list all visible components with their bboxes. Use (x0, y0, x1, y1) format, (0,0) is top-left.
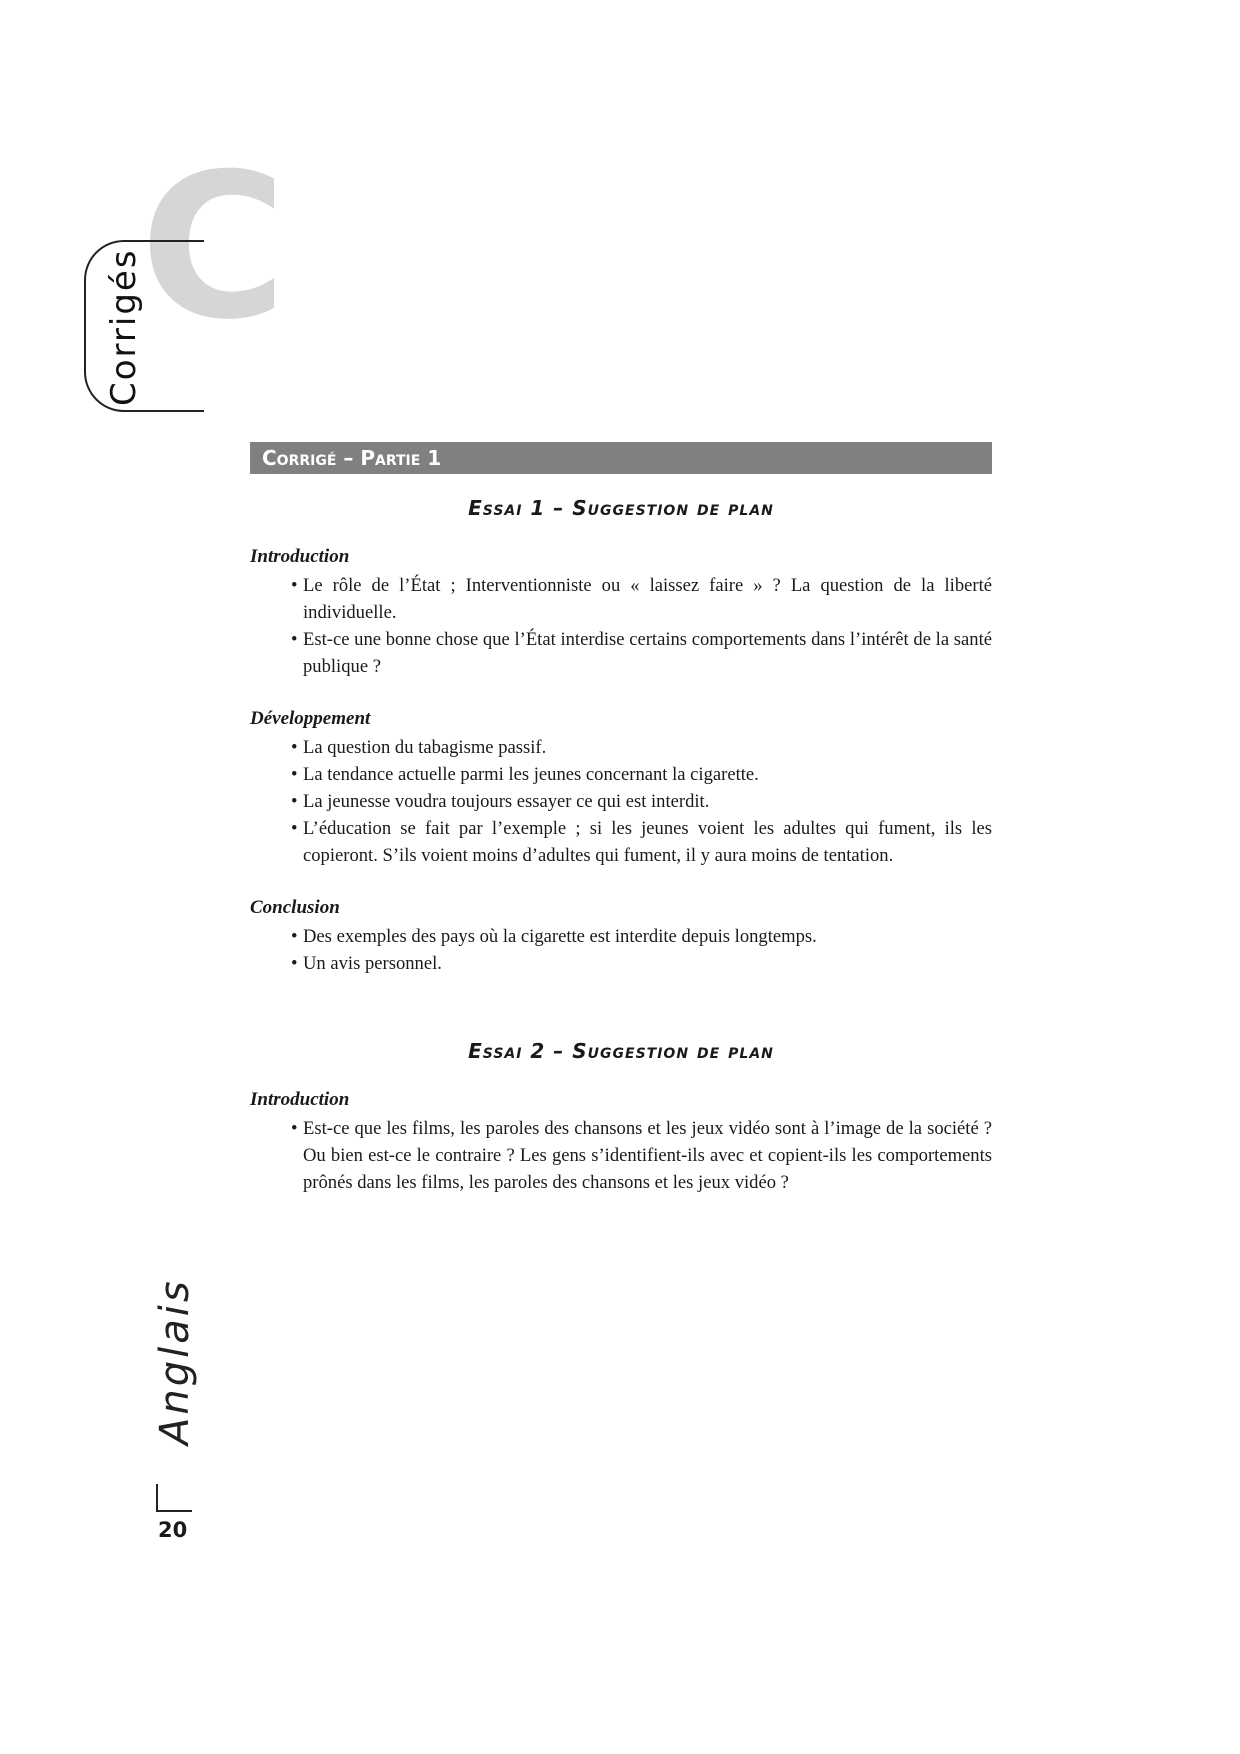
section-title-introduction: Introduction (250, 1089, 350, 1110)
essay-2 (250, 1039, 992, 1196)
bullet-list (250, 734, 992, 869)
list-item: • La tendance actuelle parmi les jeunes concernant la cigarette. (303, 761, 992, 788)
essay-1 (250, 496, 992, 977)
list-item: • Un avis personnel. (303, 950, 992, 977)
main-content (250, 442, 992, 1196)
list-item: • Est-ce que les films, les paroles des chansons et les jeux vidéo sont à l’image de la société ? Ou bien est-ce le contraire ? Les gens s’identifient-ils avec et copient-ils les comportements prônés dans les films, les paroles des chansons et les jeux vidéo ? (303, 1115, 992, 1196)
bullet-list (250, 1115, 992, 1196)
list-item: • Est-ce une bonne chose que l’État interdise certains comportements dans l’intérêt de la santé publique ? (303, 626, 992, 680)
page-number: 20 (158, 1518, 188, 1542)
essay-title: Essai 2 – Suggestion de plan (468, 1039, 774, 1063)
part-header-bar: Corrigé – Partie 1 (250, 442, 992, 474)
page-corner-mark (156, 1484, 192, 1512)
list-item: • Des exemples des pays où la cigarette est interdite depuis longtemps. (303, 923, 992, 950)
subject-label: Anglais (152, 1278, 198, 1445)
chapter-tab-label: Corrigés (104, 248, 144, 406)
list-item: • La jeunesse voudra toujours essayer ce qui est interdit. (303, 788, 992, 815)
chapter-letter-watermark: C (140, 131, 287, 364)
section-title-developpement: Développement (250, 708, 371, 729)
list-item: • Le rôle de l’État ; Interventionniste ou « laissez faire » ? La question de la liberté individuelle. (303, 572, 992, 626)
chapter-tab-frame (84, 240, 204, 412)
section-spacer (250, 977, 992, 1017)
section-title-conclusion: Conclusion (250, 897, 340, 918)
bullet-list (250, 572, 992, 680)
essay-title: Essai 1 – Suggestion de plan (468, 496, 774, 520)
section-title-introduction: Introduction (250, 546, 350, 567)
list-item: • L’éducation se fait par l’exemple ; si les jeunes voient les adultes qui fument, ils les copieront. S’ils voient moins d’adultes qui fument, il y aura moins de tentation. (303, 815, 992, 869)
list-item: • La question du tabagisme passif. (303, 734, 992, 761)
bullet-list (250, 923, 992, 977)
